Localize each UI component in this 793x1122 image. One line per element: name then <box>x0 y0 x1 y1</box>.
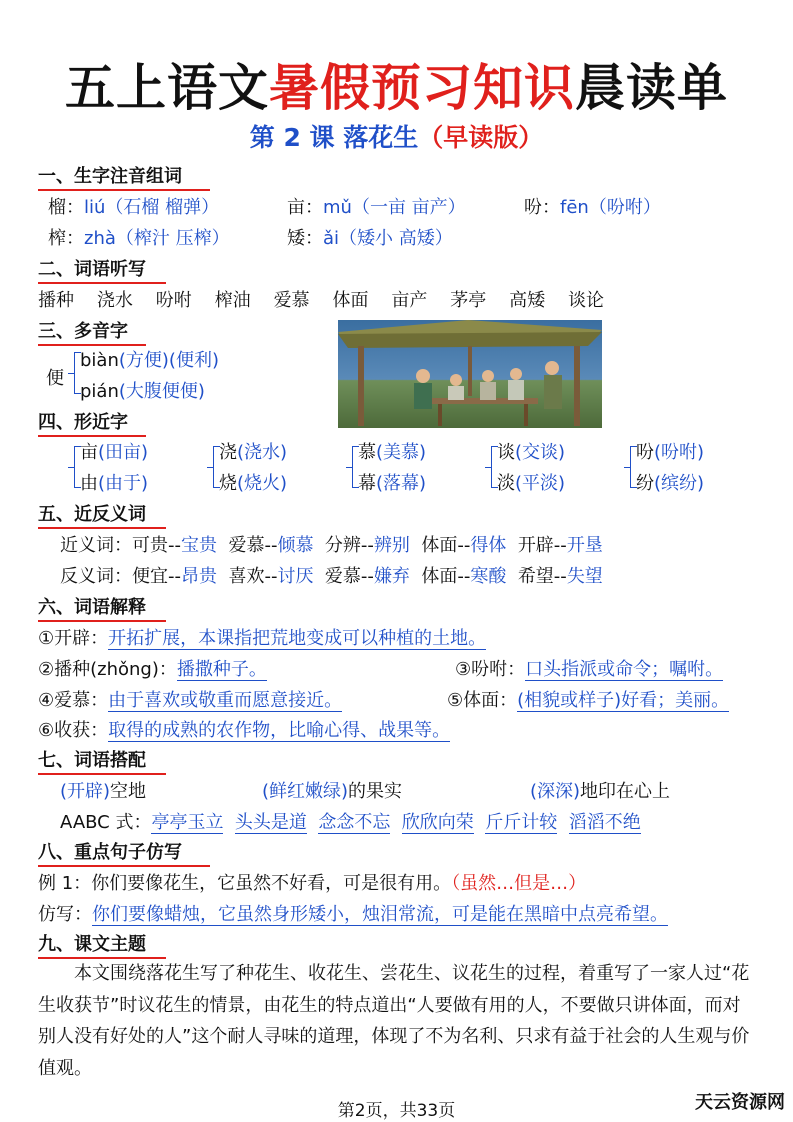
similar-char-3a: 慕(美慕) <box>358 442 427 463</box>
dictation-words: 播种 浇水 吩咐 榨油 爱慕 体面 亩产 茅亭 高矮 谈论 <box>38 290 605 311</box>
page-title <box>0 48 793 120</box>
aabc-row: AABC 式：亭亭玉立 头头是道 念念不忘 欣欣向荣 斤斤计较 滔滔不绝 <box>60 812 641 833</box>
synonyms-row: 近义词：可贵--宝贵 爱慕--倾慕 分辨--辨别 体面--得体 开辟--开垦 <box>60 535 603 556</box>
imitation-sentence: 仿写：你们要像蜡烛，它虽然身形矮小，烛泪常流，可是能在黑暗中点亮希望。 <box>38 904 668 925</box>
polyphone-row-1: biàn(方便)(便利) <box>80 350 219 371</box>
title-part-highlight: 暑假预习知识 <box>269 59 575 117</box>
similar-char-4b: 淡(平淡) <box>497 473 566 494</box>
section-heading-5: 五、近反义词 <box>38 500 146 526</box>
section-heading-1: 一、生字注音组词 <box>38 162 182 188</box>
edition-label: （早读版） <box>418 123 544 152</box>
section-heading-6: 六、词语解释 <box>38 593 146 619</box>
theme-paragraph: 本文围绕落花生写了种花生、收花生、尝花生、议花生的过程，着重写了一家人过“花生收获节”时议花生的情景，由花生的特点道出“人要做有用的人，不要做只讲体面，而对别人没有好处的人”这个耐人寻味的道理，体现了不为名利、只求有益于社会的人生观与价值观。 <box>38 963 750 1079</box>
section-heading-2: 二、词语听写 <box>38 255 146 281</box>
page-number: 第2页，共33页 <box>337 1101 456 1121</box>
section-heading-4: 四、形近字 <box>38 408 128 434</box>
char-row-1: 榴：liú（石榴 榴弹） <box>48 197 220 218</box>
char-row-2b: 矮：ǎi（矮小 高矮） <box>287 228 453 249</box>
polyphone-row-2: pián(大腹便便) <box>80 381 205 402</box>
section-heading-8: 八、重点句子仿写 <box>38 838 182 864</box>
section-heading-3: 三、多音字 <box>38 317 128 343</box>
definition-1: ①开辟：开拓扩展，本课指把荒地变成可以种植的土地。 <box>38 628 487 649</box>
example-sentence: 例 1：你们要像花生，它虽然不好看，可是很有用。（虽然…但是…） <box>38 873 587 894</box>
similar-char-3b: 幕(落幕) <box>358 473 427 494</box>
lesson-subtitle <box>0 118 793 154</box>
similar-char-4a: 谈(交谈) <box>497 442 566 463</box>
antonyms-row: 反义词：便宜--昂贵 喜欢--讨厌 爱慕--嫌弃 体面--寒酸 希望--失望 <box>60 566 603 587</box>
similar-char-1a: 亩(田亩) <box>80 442 149 463</box>
illustration-pavilion <box>338 320 602 428</box>
similar-char-2b: 烧(烧火) <box>219 473 288 494</box>
section-heading-7: 七、词语搭配 <box>38 746 146 772</box>
char-row-2: 榨：zhà（榨汁 压榨） <box>48 228 230 249</box>
definition-6: ⑥收获：取得的成熟的农作物，比喻心得、战果等。 <box>38 720 451 741</box>
collocation-2: (鲜红嫩绿)的果实 <box>262 781 403 802</box>
title-part-3: 晨读单 <box>575 59 728 117</box>
similar-char-5b: 纷(缤纷) <box>636 473 705 494</box>
title-part-1: 五上语文 <box>65 59 269 117</box>
char-row-1c: 吩：fēn（吩咐） <box>524 197 661 218</box>
collocation-3: (深深)地印在心上 <box>530 781 671 802</box>
lesson-name: 第 2 课 落花生 <box>249 123 419 152</box>
definition-2: ②播种(zhǒng)：播撒种子。 <box>38 659 267 680</box>
section-heading-9: 九、课文主题 <box>38 930 146 956</box>
definition-5: ⑤体面：(相貌或样子)好看；美丽。 <box>447 690 730 711</box>
definition-4: ④爱慕：由于喜欢或敬重而愿意接近。 <box>38 690 343 711</box>
definition-3: ③吩咐：口头指派或命令；嘱咐。 <box>455 659 724 680</box>
watermark: 天云资源网 <box>695 1092 785 1113</box>
similar-char-1b: 由(由于) <box>80 473 149 494</box>
polyphone-char: 便 <box>46 368 64 389</box>
similar-char-2a: 浇(浇水) <box>219 442 288 463</box>
collocation-1: (开辟)空地 <box>60 781 147 802</box>
char-row-1b: 亩：mǔ（一亩 亩产） <box>287 197 466 218</box>
similar-char-5a: 吩(吩咐) <box>636 442 705 463</box>
